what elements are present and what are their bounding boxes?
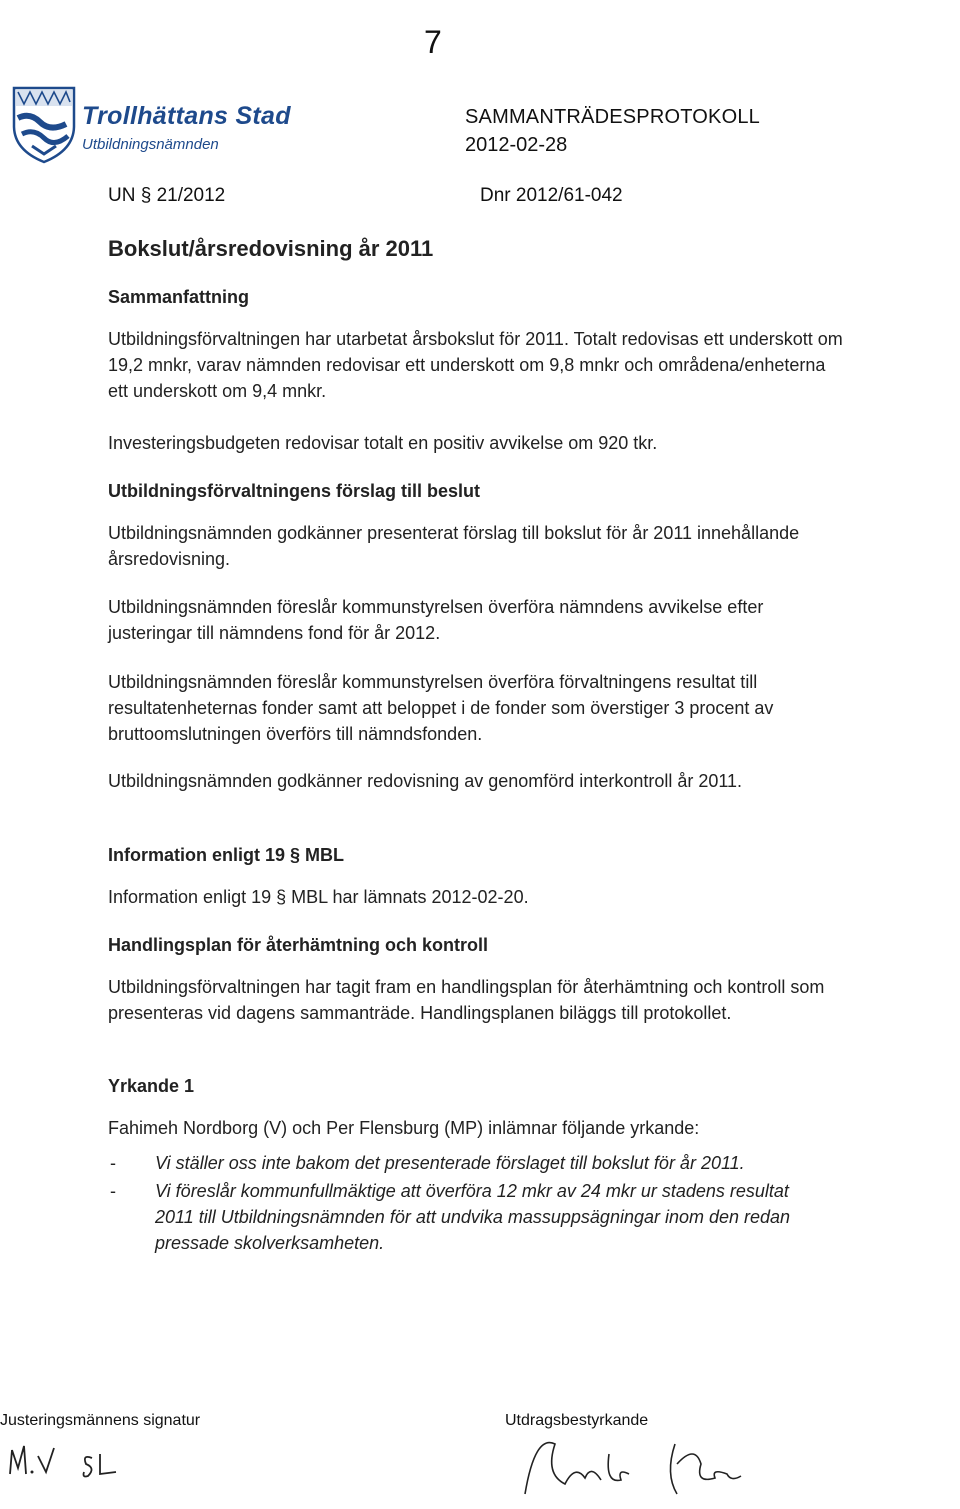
summary-paragraph-2: Investeringsbudgeten redovisar totalt en positiv avvikelse om 920 tkr.	[108, 433, 658, 453]
motion-intro: Fahimeh Nordborg (V) och Per Flensburg (MP) inlämnar följande yrkande:	[108, 1118, 700, 1138]
department-name: Utbildningsnämnden	[82, 136, 219, 153]
proposal-paragraph-2: Utbildningsnämnden föreslår kommunstyrelsen överföra nämndens avvikelse efter justeringar till nämndens fond för år 2012.	[108, 597, 764, 643]
signature-label: Justeringsmännens signatur	[0, 1412, 201, 1429]
case-paragraph: UN § 21/2012	[108, 185, 226, 206]
meeting-date: 2012-02-28	[465, 134, 568, 156]
motion-list	[108, 1150, 808, 1256]
mbl-heading: Information enligt 19 § MBL	[108, 845, 345, 865]
diary-number: Dnr 2012/61-042	[480, 185, 623, 206]
handwritten-initials	[4, 1434, 164, 1490]
handwritten-signature	[505, 1404, 745, 1504]
action-plan-paragraph: Utbildningsförvaltningen har tagit fram en handlingsplan för återhämtning och kontroll som presenteras vid dagens sammanträde. Handlingsplanen biläggs till protokollet.	[108, 977, 825, 1023]
list-dash: -	[110, 1153, 116, 1173]
summary-paragraph-1: Utbildningsförvaltningen har utarbetat årsbokslut för 2011. Totalt redovisas ett underskott om 19,2 mnkr, varav nämnden redovisar ett underskott om 9,8 mnkr och områdena/enheterna ett underskott om 9,4 mnkr.	[108, 329, 843, 401]
mbl-paragraph: Information enligt 19 § MBL har lämnats 2012-02-20.	[108, 887, 529, 907]
action-plan-heading: Handlingsplan för återhämtning och kontroll	[108, 935, 489, 955]
document-title: Bokslut/årsredovisning år 2011	[108, 236, 434, 261]
proposal-heading: Utbildningsförvaltningens förslag till beslut	[108, 481, 481, 501]
page-number: 7	[424, 24, 442, 60]
motion-item-text: Vi föreslår kommunfullmäktige att överföra 12 mkr av 24 mkr ur stadens resultat 2011 till Utbildningsnämnden för att undvika massuppsägningar inom den redan pressade skolverksamheten.	[155, 1181, 791, 1253]
coat-of-arms-icon	[10, 84, 78, 164]
motion-heading: Yrkande 1	[108, 1076, 195, 1096]
certification-label: Utdragsbestyrkande	[505, 1412, 649, 1429]
document-type: SAMMANTRÄDESPROTOKOLL	[465, 106, 761, 128]
summary-heading: Sammanfattning	[108, 287, 250, 307]
motion-item	[108, 1178, 808, 1256]
list-dash: -	[110, 1181, 116, 1201]
motion-item	[108, 1150, 808, 1176]
proposal-paragraph-4: Utbildningsnämnden godkänner redovisning av genomförd interkontroll år 2011.	[108, 771, 743, 791]
proposal-paragraph-3: Utbildningsnämnden föreslår kommunstyrelsen överföra förvaltningens resultat till resultatenheternas fonder samt att beloppet i de fonder som överstiger 3 procent av bruttoomslutningen överförs till nämndsfonden.	[108, 672, 774, 744]
proposal-paragraph-1: Utbildningsnämnden godkänner presenterat förslag till bokslut för år 2011 innehållande årsredovisning.	[108, 523, 800, 569]
motion-item-text: Vi ställer oss inte bakom det presenterade förslaget till bokslut för år 2011.	[155, 1153, 745, 1173]
organization-name: Trollhättans Stad	[82, 102, 291, 130]
